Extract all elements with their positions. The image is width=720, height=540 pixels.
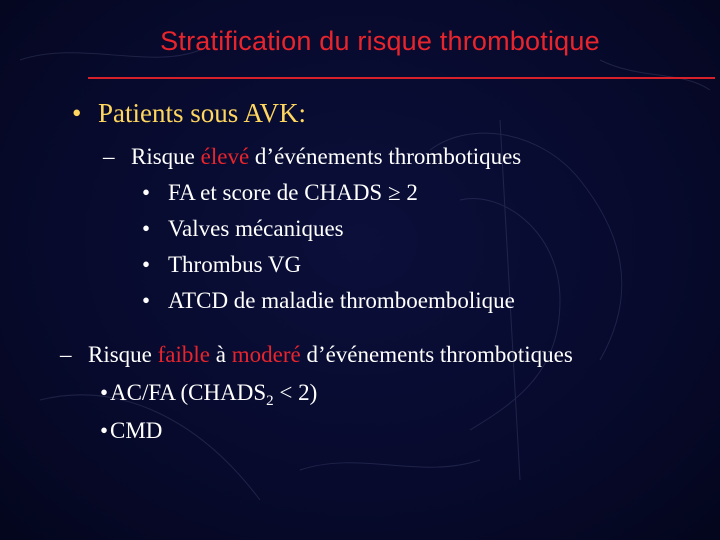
bullet-icon: • [100, 380, 109, 405]
low-risk-item: •CMD [100, 418, 163, 443]
high-risk-item: • Thrombus VG [142, 252, 302, 277]
bullet-icon: • [142, 252, 151, 277]
bullet-icon: • [142, 216, 151, 241]
high-risk-item: • FA et score de CHADS ≥ 2 [142, 180, 418, 205]
highlight-faible: faible [157, 342, 210, 367]
bullet-icon: • [142, 288, 151, 313]
bullet-icon: • [100, 418, 109, 443]
bullet-icon: • [72, 98, 82, 128]
sub-bullet-low-risk: – Risque faible à moderé d’événements thrombotiques [60, 342, 573, 367]
sub-bullet-high-risk: – Risque élevé d’événements thrombotiques [103, 144, 522, 169]
title-underline [88, 77, 715, 79]
high-risk-item: • ATCD de maladie thromboembolique [142, 288, 515, 313]
highlight-eleve: élevé [200, 144, 250, 169]
high-risk-item: • Valves mécaniques [142, 216, 344, 241]
highlight-modere: moderé [231, 342, 301, 367]
low-risk-item: •AC/FA $(CHADS_2 < 2)$ [100, 380, 318, 409]
bullet-icon: • [142, 180, 151, 205]
bullet-patients-avk: • Patients sous AVK: [72, 98, 307, 128]
slide-title: Stratification du risque thrombotique [160, 26, 600, 56]
dash-icon: – [60, 342, 72, 367]
dash-icon: – [103, 144, 115, 169]
